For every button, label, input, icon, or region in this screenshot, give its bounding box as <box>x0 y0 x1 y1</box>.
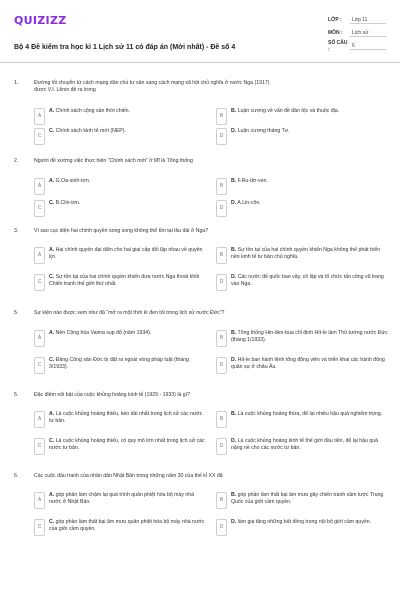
option-letter-box: B <box>216 492 227 509</box>
option-text: Tổng thống Hin-đen-bua chỉ định Hít-le làm Thủ tướng nước Đức (tháng 1/1933). <box>231 330 388 344</box>
meta-row-class <box>328 14 386 27</box>
meta-label: LỚP : <box>328 17 342 24</box>
option-key: A. <box>49 492 55 498</box>
meta-value: Lớp 11 <box>350 17 386 25</box>
option-text: Luận cương về vấn đề dân tộc và thuộc địa. <box>237 108 340 114</box>
answer-option[interactable] <box>216 108 389 125</box>
question-text: Sự kiện nào được xem như đã “mở ra một thời kì đen tối trong lịch sử nước Đức”? <box>34 310 225 316</box>
option-key: C. <box>49 357 55 363</box>
option-letter-box: C <box>34 274 45 291</box>
option-key: A. <box>49 108 55 114</box>
option-key: B. <box>231 108 237 114</box>
answer-option[interactable] <box>216 330 389 347</box>
answer-option[interactable] <box>34 492 207 509</box>
option-letter-box: D <box>216 274 227 291</box>
option-text: góp phần làm thất bại âm mưu quân phiệt hóa bộ máy nhà nước của giới cầm quyền. <box>49 519 205 533</box>
question-text: Đường lối chuyển từ cách mạng dân chủ tư sản sang cách mạng xã hội chủ nghĩa ở nước Nga (1917) được V.I. Lênin đề ra trong <box>34 80 270 94</box>
option-letter-box: D <box>216 438 227 455</box>
meta-label: SỐ CÂU : <box>328 39 348 53</box>
answer-option[interactable] <box>216 247 389 264</box>
option-key: C. <box>49 274 55 280</box>
option-text: Chính sách cộng sản thời chiến. <box>55 108 130 114</box>
option-key: D. <box>231 438 237 444</box>
option-letter-box: C <box>34 200 45 217</box>
option-key: D. <box>231 519 237 525</box>
option-letter-box: A <box>34 247 45 264</box>
option-text: Là cuộc khủng hoảng kinh tế thế giới đầu tiên, để lại hậu quả nặng nề cho các nước tư bản. <box>231 438 379 452</box>
answer-option[interactable] <box>34 247 207 264</box>
option-letter-box: B <box>216 411 227 428</box>
option-text: Luận cương tháng Tư. <box>237 128 290 134</box>
option-text: góp phần làm chậm lại quá trình quân phiệt hóa bộ máy nhà nước ở Nhật Bản. <box>49 492 195 506</box>
meta-value: Lịch sử <box>350 30 386 38</box>
option-letter-box: A <box>34 178 45 195</box>
meta-panel <box>328 14 386 53</box>
option-letter-box: B <box>216 330 227 347</box>
answer-option[interactable] <box>216 438 389 455</box>
answer-option[interactable] <box>216 492 389 509</box>
answer-option[interactable] <box>34 200 207 217</box>
option-text: Sự tồn tại của hai chính quyền khiến đưa nước Nga thoát khỏi Chiến tranh thế giới thứ nhất. <box>49 274 200 288</box>
option-key: B. <box>231 178 237 184</box>
answer-option[interactable] <box>216 128 389 145</box>
answer-option[interactable] <box>34 128 207 145</box>
option-letter-box: D <box>216 128 227 145</box>
quizizz-logo: QUIZIZZ <box>14 14 67 27</box>
answer-option[interactable] <box>216 178 389 195</box>
document-title: Bộ 4 Đề kiểm tra học kì 1 Lịch sử 11 có đáp án (Mới nhất) - Đề số 4 <box>14 44 236 51</box>
option-key: A. <box>49 178 55 184</box>
option-text: Đảng Công sản Đức bị đặt ra ngoài vòng pháp luật (tháng 3/1933). <box>49 357 189 371</box>
option-text: góp phần làm thất bại âm mưu gây chiến tranh xâm lược Trung Quốc của giới cầm quyền. <box>231 492 384 506</box>
meta-label: MÔN : <box>328 30 343 37</box>
answer-option[interactable] <box>34 178 207 195</box>
option-text: A.Lin-côn. <box>237 200 261 206</box>
question-text: Đặc điểm nổi bật của cuộc khủng hoảng kinh tế (1929 - 1933) là gì? <box>34 392 191 398</box>
option-letter-box: D <box>216 519 227 536</box>
option-letter-box: C <box>34 357 45 374</box>
answer-option[interactable] <box>216 519 389 536</box>
option-key: D. <box>231 357 237 363</box>
meta-row-subject <box>328 27 386 40</box>
option-letter-box: C <box>34 519 45 536</box>
question-number: 6. <box>14 473 19 479</box>
document-header <box>14 12 386 62</box>
option-text: Nền Cộng hòa Vaima sụp đổ (năm 1934). <box>55 330 152 336</box>
option-letter-box: D <box>216 357 227 374</box>
header-divider <box>0 62 400 63</box>
answer-option[interactable] <box>34 108 207 125</box>
question-number: 5. <box>14 310 19 316</box>
option-text: Là cuộc khủng hoảng thiếu, có quy mô lớn nhất trong lịch sử các nước tư bản. <box>49 438 205 452</box>
option-text: Chính sách kinh tế mới (NEP). <box>55 128 126 134</box>
option-text: Hai chính quyền đại diện cho hai giai cấp đối lập nhau về quyền lợi. <box>49 247 203 261</box>
option-letter-box: A <box>34 108 45 125</box>
option-letter-box: A <box>34 411 45 428</box>
question-text: Các cuộc đấu tranh của nhân dân Nhật Bản trong những năm 30 của thế kỉ XX đã <box>34 473 223 479</box>
question-text: Người đề xướng việc thực hiện “Chính sách mới” ở Mĩ là Tổng thống <box>34 158 193 164</box>
answer-option[interactable] <box>34 274 207 291</box>
option-letter-box: A <box>34 330 45 347</box>
option-key: C. <box>49 438 55 444</box>
answer-option[interactable] <box>34 519 207 536</box>
option-key: D. <box>231 128 237 134</box>
option-key: A. <box>49 411 55 417</box>
question-number: 2. <box>14 158 19 164</box>
option-key: B. <box>231 330 237 336</box>
option-text: G.Oa-sinh-tơn. <box>55 178 91 184</box>
answer-option[interactable] <box>216 274 389 291</box>
option-letter-box: B <box>216 178 227 195</box>
option-text: Là cuộc khủng hoảng thừa, để lại nhiều hậu quả nghiêm trọng. <box>237 411 383 417</box>
option-text: F.Ru-dơ-ven. <box>237 178 268 184</box>
option-text: Sự tồn tại của hai chính quyền khiến Nga không thể phát triển nền kinh tế tư bản chủ nghĩa. <box>231 247 381 261</box>
answer-option[interactable] <box>34 330 207 347</box>
option-key: D. <box>231 274 237 280</box>
option-letter-box: C <box>34 438 45 455</box>
answer-option[interactable] <box>34 438 207 455</box>
option-letter-box: A <box>34 492 45 509</box>
option-letter-box: C <box>34 128 45 145</box>
option-letter-box: B <box>216 247 227 264</box>
question-number: 1. <box>14 80 19 86</box>
option-text: Hít-le ban hành lệnh tổng động viên và triển khai các hành động quân sự ở châu Âu. <box>231 357 385 371</box>
option-key: B. <box>231 411 237 417</box>
answer-option[interactable] <box>34 411 207 428</box>
option-key: C. <box>49 128 55 134</box>
answer-option[interactable] <box>216 200 389 217</box>
option-key: D. <box>231 200 237 206</box>
option-key: C. <box>49 200 55 206</box>
option-key: A. <box>49 330 55 336</box>
option-text: Các nước đế quốc bao vây, cô lập và tổ chức tấn công vũ trang vào Nga. <box>231 274 384 288</box>
answer-option[interactable] <box>34 357 207 374</box>
option-text: Là cuộc khủng hoảng thiếu, kéo dài nhất trong lịch sử các nước tư bản. <box>49 411 203 425</box>
meta-row-count <box>328 40 386 53</box>
option-letter-box: D <box>216 200 227 217</box>
option-text: B.Clin-tơn. <box>55 200 81 206</box>
question-number: 3. <box>14 228 19 234</box>
option-key: B. <box>231 247 237 253</box>
answer-option[interactable] <box>216 411 389 428</box>
option-key: A. <box>49 247 55 253</box>
question-number: 5. <box>14 392 19 398</box>
answer-option[interactable] <box>216 357 389 374</box>
option-letter-box: B <box>216 108 227 125</box>
meta-value: 6 <box>350 43 386 51</box>
question-text: Vì sao cục diện hai chính quyền song song không thể tồn tại lâu dài ở Nga? <box>34 228 209 234</box>
option-key: B. <box>231 492 237 498</box>
option-key: C. <box>49 519 55 525</box>
option-text: làm gia tăng những bất đồng trong nội bộ giới cầm quyền. <box>237 519 372 525</box>
